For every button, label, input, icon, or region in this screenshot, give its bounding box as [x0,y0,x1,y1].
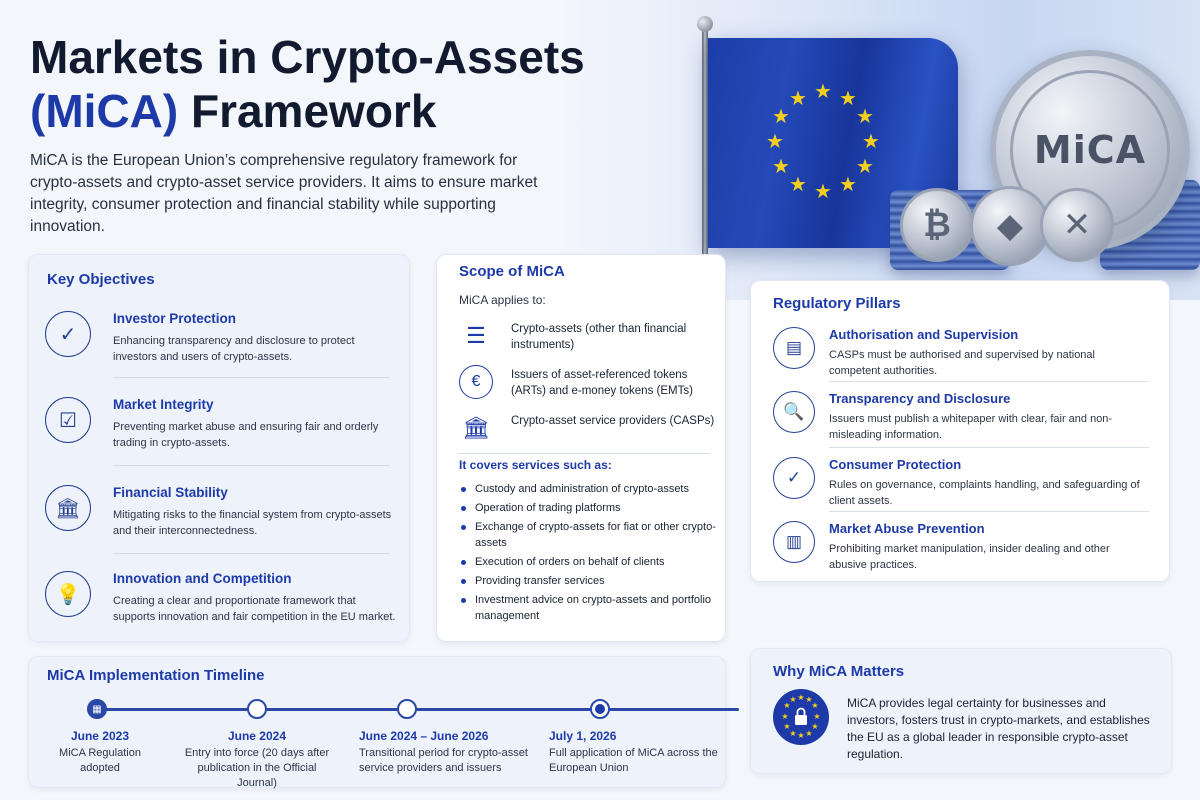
svg-text:★: ★ [862,129,880,153]
svg-text:★: ★ [805,695,813,704]
timeline-date: June 2024 – June 2026 [359,729,489,743]
pillars-card [750,280,1170,582]
divider [113,377,389,378]
euro-icon: € [459,365,493,399]
svg-text:★: ★ [839,172,857,196]
svg-text:★: ★ [805,729,813,738]
objective-text: Creating a clear and proportionate framework that supports innovation and fair competition in the EU market. [113,595,396,623]
shield-check-icon: ✓ [45,311,91,357]
timeline-item [549,729,719,776]
timeline-title: MiCA Implementation Timeline [47,667,265,684]
coin-stack-icon: ☰ [466,323,486,348]
divider [113,553,389,554]
divider [829,447,1149,448]
eu-lock-badge [773,689,829,745]
service-item: Operation of trading platforms [459,500,719,516]
pillar-text: CASPs must be authorised and supervised by national competent authorities. [829,349,1095,377]
timeline-date: June 2023 [70,729,130,743]
services-list [459,481,719,627]
svg-text:★: ★ [811,722,819,731]
divider [459,453,709,454]
eu-lock-icon [773,689,829,745]
pillar-title: Market Abuse Prevention [829,521,985,536]
shield-check-icon: ✓ [773,457,815,499]
ethereum-coin-icon: ◆ [970,186,1050,266]
svg-text:★: ★ [811,701,819,710]
flag-pole-finial [697,16,713,32]
timeline-desc: Entry into force (20 days after publication in the Official Journal) [184,747,330,789]
intro-paragraph: MiCA is the European Union’s comprehensive regulatory framework for crypto-assets and crypto-asset service providers. It aims to ensure market integrity, consumer protection and financial stability while supporting innovation. [30,152,538,235]
pillar-title: Authorisation and Supervision [829,327,1019,342]
objective-title: Financial Stability [113,485,228,500]
divider [829,511,1149,512]
timeline-date: June 2024 [227,729,287,743]
service-item: Execution of orders on behalf of clients [459,554,719,570]
title-line-1: Markets in Crypto-Assets [30,31,585,83]
pillar-text: Rules on governance, complaints handling, and safeguarding of client assets. [829,479,1140,507]
timeline-item [15,729,185,776]
service-item: Providing transfer services [459,573,719,589]
bitcoin-coin-icon: ₿ [900,188,974,262]
timeline-desc: Full application of MiCA across the European Union [549,747,718,774]
document-icon: ▤ [773,327,815,369]
pillar-text: Issuers must publish a whitepaper with clear, fair and non-misleading information. [829,413,1113,441]
timeline-node-current [590,699,610,719]
svg-text:★: ★ [781,712,789,721]
bank-icon: 🏛 [462,415,490,440]
objective-text: Enhancing transparency and disclosure to protect investors and users of crypto-assets. [113,335,355,363]
objective-text: Mitigating risks to the financial system from crypto-assets and their interconnectedness. [113,509,392,537]
scope-item-text: Issuers of asset-referenced tokens (ARTs) and e-money tokens (EMTs) [511,369,693,397]
timeline-date: July 1, 2026 [549,729,617,743]
svg-text:★: ★ [814,79,832,103]
scope-title: Scope of MiCA [459,263,565,280]
why-mica-matters-text: MiCA provides legal certainty for businesses and investors, fosters trust in crypto-markets, and establishes the EU as a global leader in responsible crypto-asset regulation. [847,696,1150,761]
svg-text:★: ★ [772,104,790,128]
bank-icon: 🏛 [45,485,91,531]
document-search-icon: 🔍 [773,391,815,433]
svg-text:★: ★ [797,693,805,702]
svg-text:★: ★ [783,701,791,710]
divider [829,381,1149,382]
scope-card [436,254,726,642]
svg-text:★: ★ [797,731,805,740]
timeline-node [397,699,417,719]
svg-text:★: ★ [766,129,784,153]
mica-coin-label: MiCA [1033,128,1147,172]
timeline-item [172,729,342,791]
svg-text:★: ★ [839,86,857,110]
service-item: Exchange of crypto-assets for fiat or other crypto-assets [459,519,719,551]
service-item: Investment advice on crypto-assets and portfolio management [459,592,719,624]
timeline-card [28,656,726,788]
lightbulb-icon: 💡 [45,571,91,617]
services-title: It covers services such as: [459,458,612,472]
objective-title: Investor Protection [113,311,237,326]
divider [113,465,389,466]
scope-item-text: Crypto-asset service providers (CASPs) [511,415,715,427]
key-objectives-title: Key Objectives [47,271,155,288]
svg-text:★: ★ [772,154,790,178]
bar-chart-icon: ▥ [773,521,815,563]
pillar-text: Prohibiting market manipulation, insider dealing and other abusive practices. [829,543,1110,571]
clipboard-icon: ☑ [45,397,91,443]
objective-text: Preventing market abuse and ensuring fair and orderly trading in crypto-assets. [113,421,379,449]
service-item: Custody and administration of crypto-assets [459,481,719,497]
timeline-desc: MiCA Regulation adopted [59,747,141,774]
pillar-title: Transparency and Disclosure [829,391,1011,406]
svg-text:★: ★ [789,729,797,738]
key-objectives-card [28,254,410,642]
pillars-title: Regulatory Pillars [773,295,901,312]
svg-text:★: ★ [789,695,797,704]
svg-text:★: ★ [789,172,807,196]
why-mica-matters-card [750,648,1172,774]
why-mica-matters-title: Why MiCA Matters [773,663,905,680]
scope-lead: MiCA applies to: [459,293,546,307]
svg-text:★: ★ [789,86,807,110]
page-title [30,30,670,138]
svg-text:★: ★ [813,712,821,721]
timeline-node [247,699,267,719]
ripple-coin-icon: ✕ [1040,188,1114,262]
pillar-title: Consumer Protection [829,457,962,472]
timeline-desc: Transitional period for crypto-asset service providers and issuers [359,747,528,774]
title-rest: Framework [178,85,437,137]
scope-item-text: Crypto-assets (other than financial instruments) [511,323,687,351]
calendar-icon: ▦ [87,699,107,719]
title-accent: (MiCA) [30,85,179,137]
objective-title: Innovation and Competition [113,571,292,586]
svg-text:★: ★ [856,154,874,178]
svg-text:★: ★ [856,104,874,128]
timeline-item [359,729,529,776]
objective-title: Market Integrity [113,397,214,412]
svg-text:★: ★ [783,722,791,731]
svg-text:★: ★ [814,179,832,203]
